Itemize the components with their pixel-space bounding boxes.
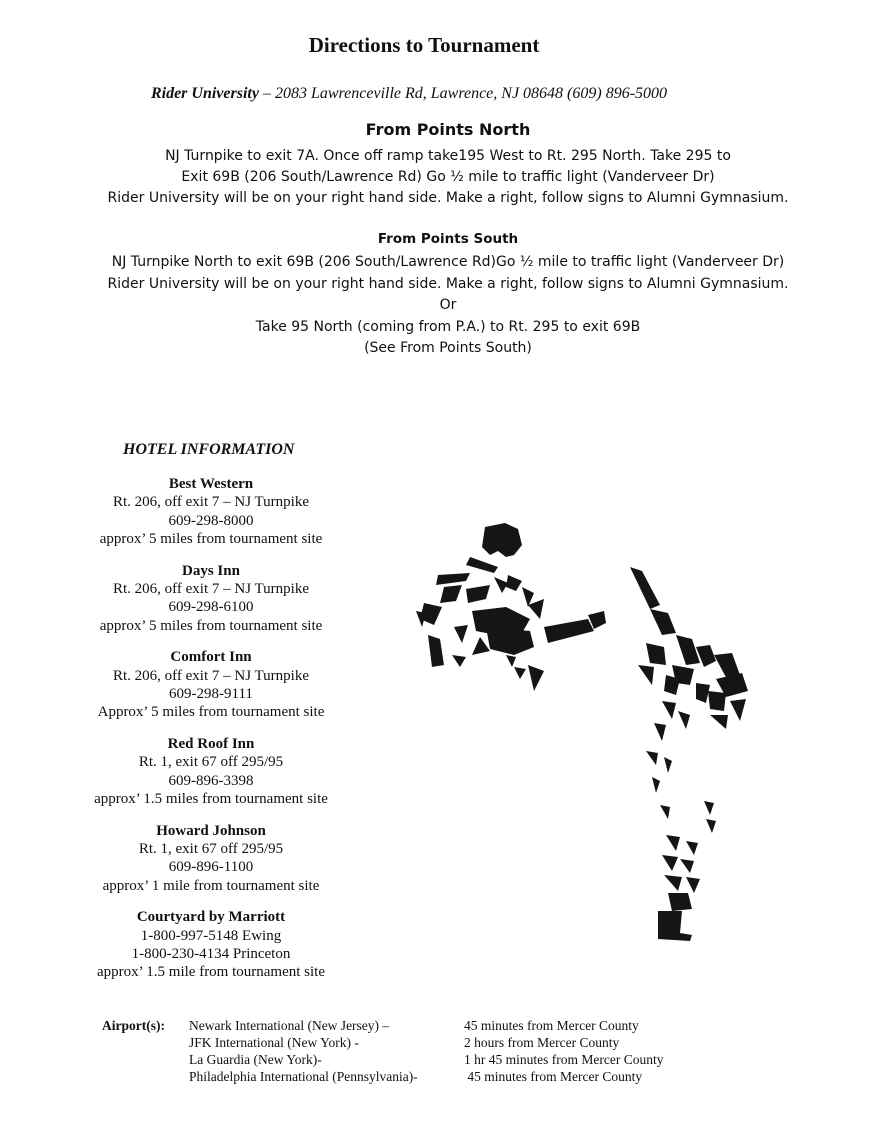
page-title: Directions to Tournament (308, 33, 540, 57)
hotel-name: Howard Johnson (156, 822, 266, 839)
hotel-entry (80, 562, 342, 636)
hotel-name: Days Inn (182, 562, 240, 579)
airport-travel-time: 45 minutes from Mercer County (464, 1069, 643, 1084)
hotel-distance: approx’ 1.5 mile from tournament site (97, 964, 325, 981)
airport-name: Newark International (New Jersey) – (189, 1018, 390, 1033)
airport-label: Airport(s): (102, 1018, 165, 1033)
hotel-address: Rt. 206, off exit 7 – NJ Turnpike (113, 581, 309, 598)
hotel-phone: 609-896-1100 (168, 859, 254, 876)
hotel-entry (80, 908, 342, 982)
south-directions-line: (See From Points South) (364, 340, 532, 356)
hotel-entry (80, 475, 342, 549)
south-directions-line: NJ Turnpike North to exit 69B (206 South/Lawrence Rd)Go ½ mile to traffic light (Vanderveer Dr) (111, 254, 785, 270)
airport-name: La Guardia (New York)- (189, 1052, 322, 1067)
north-directions-heading: From Points North (365, 120, 531, 139)
north-directions-text (0, 146, 878, 209)
hotel-entry (80, 648, 342, 722)
hotel-distance: approx’ 5 miles from tournament site (99, 531, 323, 548)
hotel-name: Courtyard by Marriott (136, 909, 286, 926)
hotel-phone: 609-896-3398 (168, 772, 254, 789)
hotel-list (80, 475, 342, 995)
south-directions-line: Rider University will be on your right hand side. Make a right, follow signs to Alumni Gymnasium. (107, 275, 789, 292)
hotel-name: Red Roof Inn (167, 735, 255, 752)
venue-address: – 2083 Lawrenceville Rd, Lawrence, NJ 08648 (609) 896-5000 (258, 85, 668, 102)
hotel-entry (80, 735, 342, 809)
hotel-distance: approx’ 5 miles from tournament site (99, 617, 323, 634)
hotel-info-heading: HOTEL INFORMATION (123, 441, 295, 458)
airport-name: Philadelphia International (Pennsylvania)- (189, 1069, 418, 1084)
south-directions-line: Take 95 North (coming from P.A.) to Rt. 295 to exit 69B (255, 318, 641, 335)
south-directions-or: Or (439, 297, 457, 313)
south-directions-text (0, 252, 878, 360)
airport-travel-times (464, 1017, 663, 1085)
hotel-address: Rt. 206, off exit 7 – NJ Turnpike (113, 494, 309, 511)
venue-name: Rider University (150, 85, 259, 102)
hotel-distance: Approx’ 5 miles from tournament site (97, 704, 325, 721)
hotel-phone: 1-800-997-5148 Ewing (140, 927, 282, 944)
airport-names (189, 1017, 418, 1085)
south-directions-heading: From Points South (377, 231, 519, 247)
hotel-distance: approx’ 1.5 miles from tournament site (94, 791, 328, 808)
hotel-address: Rt. 1, exit 67 off 295/95 (138, 754, 284, 771)
hotel-name: Best Western (168, 476, 254, 492)
hotel-phone: 609-298-6100 (168, 599, 254, 616)
north-directions-line: Rider University will be on your right hand side. Make a right, follow signs to Alumni Gymnasium. (107, 190, 789, 206)
hotel-distance: approx’ 1 mile from tournament site (102, 877, 320, 894)
hotel-address: Rt. 1, exit 67 off 295/95 (138, 840, 284, 857)
airport-travel-time: 45 minutes from Mercer County (464, 1018, 639, 1033)
hotel-entry (80, 822, 342, 896)
hotel-name: Comfort Inn (170, 649, 252, 666)
north-directions-line: NJ Turnpike to exit 7A. Once off ramp take195 West to Rt. 295 North. Take 295 to (165, 148, 731, 164)
hotel-phone: 609-298-8000 (168, 512, 254, 529)
north-directions-line: Exit 69B (206 South/Lawrence Rd) Go ½ mile to traffic light (Vanderveer Dr) (181, 169, 715, 185)
airport-name: JFK International (New York) - (189, 1035, 359, 1050)
hotel-phone: 609-298-9111 (169, 686, 253, 703)
airport-travel-time: 2 hours from Mercer County (464, 1035, 620, 1050)
airport-travel-time: 1 hr 45 minutes from Mercer County (464, 1052, 664, 1067)
venue-line (0, 85, 818, 103)
hotel-phone: 1-800-230-4134 Princeton (131, 945, 291, 962)
martial-arts-kick-silhouette (410, 515, 760, 945)
hotel-address: Rt. 206, off exit 7 – NJ Turnpike (113, 667, 309, 684)
